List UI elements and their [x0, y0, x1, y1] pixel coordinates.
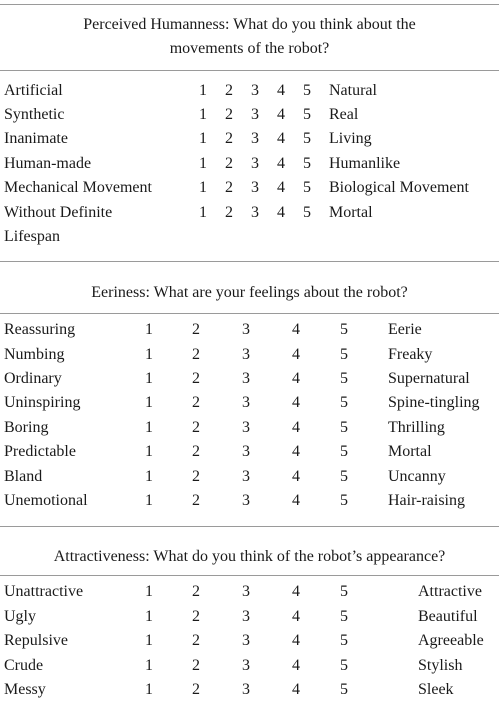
table-row [0, 489, 499, 513]
section-heading-line: Eeriness: What are your feelings about the robot? [91, 284, 408, 301]
scale-5: 5 [303, 130, 311, 147]
scale-5: 5 [340, 443, 348, 460]
scale-2: 2 [192, 608, 200, 625]
scale-1: 1 [145, 608, 153, 625]
scale-1: 1 [145, 346, 153, 363]
scale-2: 2 [225, 155, 233, 172]
table-row [0, 416, 499, 440]
right-anchor: Eerie [388, 321, 422, 338]
section-rule [0, 261, 499, 262]
scale-5: 5 [303, 106, 311, 123]
scale-5: 5 [340, 394, 348, 411]
scale-4: 4 [292, 681, 300, 698]
scale-1: 1 [145, 394, 153, 411]
scale-3: 3 [242, 370, 250, 387]
table-row [0, 465, 499, 489]
table-row [0, 605, 499, 629]
scale-3: 3 [242, 608, 250, 625]
scale-2: 2 [192, 443, 200, 460]
table-row [0, 391, 499, 415]
scale-3: 3 [242, 681, 250, 698]
scale-3: 3 [242, 583, 250, 600]
scale-2: 2 [225, 204, 233, 221]
scale-2: 2 [192, 681, 200, 698]
right-anchor: Mortal [329, 204, 373, 221]
right-anchor: Freaky [388, 346, 433, 363]
left-anchor: Unattractive [4, 583, 84, 600]
scale-3: 3 [251, 155, 259, 172]
scale-3: 3 [251, 82, 259, 99]
section-rule [0, 575, 499, 576]
section-heading-line: Perceived Humanness: What do you think about the [83, 16, 416, 33]
scale-3: 3 [242, 632, 250, 649]
right-anchor: Mortal [388, 443, 432, 460]
scale-1: 1 [199, 130, 207, 147]
left-anchor: Bland [4, 468, 43, 485]
right-anchor: Hair-raising [388, 492, 465, 509]
left-anchor: Ordinary [4, 370, 62, 387]
scale-1: 1 [145, 583, 153, 600]
left-anchor-continuation: Lifespan [4, 228, 60, 245]
right-anchor: Beautiful [418, 608, 478, 625]
left-anchor: Numbing [4, 346, 65, 363]
scale-1: 1 [145, 632, 153, 649]
scale-1: 1 [199, 179, 207, 196]
scale-2: 2 [192, 657, 200, 674]
scale-3: 3 [242, 321, 250, 338]
scale-5: 5 [340, 419, 348, 436]
scale-5: 5 [340, 492, 348, 509]
scale-5: 5 [340, 583, 348, 600]
top-rule [0, 4, 499, 5]
scale-3: 3 [242, 657, 250, 674]
left-anchor: Messy [4, 681, 46, 698]
right-anchor: Natural [329, 82, 377, 99]
table-row [0, 103, 499, 127]
left-anchor: Unemotional [4, 492, 88, 509]
scale-2: 2 [192, 346, 200, 363]
scale-1: 1 [199, 82, 207, 99]
section-heading-line: movements of the robot? [169, 40, 330, 57]
right-anchor: Stylish [418, 657, 463, 674]
table-row [0, 343, 499, 367]
scale-5: 5 [303, 179, 311, 196]
scale-3: 3 [242, 443, 250, 460]
section-heading-line: Attractiveness: What do you think of the robot’s appearance? [53, 548, 446, 565]
table-row [0, 654, 499, 678]
scale-4: 4 [277, 130, 285, 147]
scale-3: 3 [242, 346, 250, 363]
scale-5: 5 [340, 632, 348, 649]
right-anchor: Agreeable [418, 632, 484, 649]
left-anchor: Boring [4, 419, 49, 436]
scale-5: 5 [340, 608, 348, 625]
left-anchor: Synthetic [4, 106, 65, 123]
scale-1: 1 [199, 106, 207, 123]
scale-5: 5 [303, 155, 311, 172]
scale-3: 3 [242, 419, 250, 436]
left-anchor: Uninspiring [4, 394, 81, 411]
table-row [0, 440, 499, 464]
table-row [0, 79, 499, 103]
scale-1: 1 [199, 155, 207, 172]
left-anchor: Human-made [4, 155, 92, 172]
scale-4: 4 [292, 657, 300, 674]
right-anchor: Living [329, 130, 372, 147]
scale-4: 4 [277, 204, 285, 221]
scale-4: 4 [277, 179, 285, 196]
scale-4: 4 [292, 321, 300, 338]
scale-1: 1 [145, 443, 153, 460]
left-anchor: Artificial [4, 82, 63, 99]
scale-4: 4 [292, 394, 300, 411]
scale-5: 5 [340, 370, 348, 387]
scale-1: 1 [145, 492, 153, 509]
scale-4: 4 [277, 82, 285, 99]
scale-1: 1 [145, 321, 153, 338]
scale-5: 5 [303, 204, 311, 221]
left-anchor: Repulsive [4, 632, 68, 649]
left-anchor: Without Definite [4, 204, 113, 221]
right-anchor: Attractive [418, 583, 482, 600]
right-anchor: Supernatural [388, 370, 470, 387]
scale-1: 1 [145, 370, 153, 387]
table-row [0, 176, 499, 200]
scale-4: 4 [292, 468, 300, 485]
scale-2: 2 [192, 632, 200, 649]
right-anchor: Spine-tingling [388, 394, 480, 411]
table-row [0, 127, 499, 151]
scale-3: 3 [251, 204, 259, 221]
scale-2: 2 [192, 468, 200, 485]
scale-2: 2 [225, 179, 233, 196]
scale-3: 3 [242, 394, 250, 411]
scale-4: 4 [292, 419, 300, 436]
scale-3: 3 [251, 130, 259, 147]
scale-2: 2 [192, 394, 200, 411]
scale-1: 1 [145, 468, 153, 485]
scale-4: 4 [277, 155, 285, 172]
scale-2: 2 [192, 492, 200, 509]
scale-2: 2 [192, 370, 200, 387]
scale-4: 4 [292, 443, 300, 460]
right-anchor: Biological Movement [329, 179, 469, 196]
table-row [0, 629, 499, 653]
table-row [0, 318, 499, 342]
scale-5: 5 [340, 681, 348, 698]
right-anchor: Sleek [418, 681, 454, 698]
right-anchor: Thrilling [388, 419, 445, 436]
scale-5: 5 [340, 657, 348, 674]
scale-2: 2 [192, 321, 200, 338]
scale-3: 3 [251, 179, 259, 196]
section-rule [0, 526, 499, 527]
table-row [0, 152, 499, 176]
left-anchor: Mechanical Movement [4, 179, 152, 196]
left-anchor: Reassuring [4, 321, 76, 338]
right-anchor: Real [329, 106, 359, 123]
scale-3: 3 [242, 492, 250, 509]
scale-5: 5 [303, 82, 311, 99]
right-anchor: Uncanny [388, 468, 446, 485]
scale-1: 1 [145, 681, 153, 698]
scale-5: 5 [340, 321, 348, 338]
section-rule [0, 313, 499, 314]
scale-4: 4 [292, 346, 300, 363]
table-row [0, 367, 499, 391]
scale-5: 5 [340, 468, 348, 485]
scale-3: 3 [242, 468, 250, 485]
left-anchor: Crude [4, 657, 44, 674]
table-row [0, 580, 499, 604]
scale-1: 1 [145, 657, 153, 674]
table-row-continuation [0, 225, 499, 249]
scale-4: 4 [292, 370, 300, 387]
scale-4: 4 [292, 492, 300, 509]
table-row [0, 201, 499, 225]
left-anchor: Inanimate [4, 130, 68, 147]
scale-4: 4 [277, 106, 285, 123]
scale-2: 2 [225, 82, 233, 99]
scale-5: 5 [340, 346, 348, 363]
scale-4: 4 [292, 583, 300, 600]
left-anchor: Predictable [4, 443, 76, 460]
scale-4: 4 [292, 632, 300, 649]
scale-2: 2 [192, 419, 200, 436]
right-anchor: Humanlike [329, 155, 401, 172]
scale-2: 2 [225, 106, 233, 123]
section-rule [0, 70, 499, 71]
scale-2: 2 [225, 130, 233, 147]
scale-2: 2 [192, 583, 200, 600]
table-row [0, 678, 499, 702]
scale-1: 1 [199, 204, 207, 221]
left-anchor: Ugly [4, 608, 36, 625]
scale-1: 1 [145, 419, 153, 436]
scale-3: 3 [251, 106, 259, 123]
scale-4: 4 [292, 608, 300, 625]
